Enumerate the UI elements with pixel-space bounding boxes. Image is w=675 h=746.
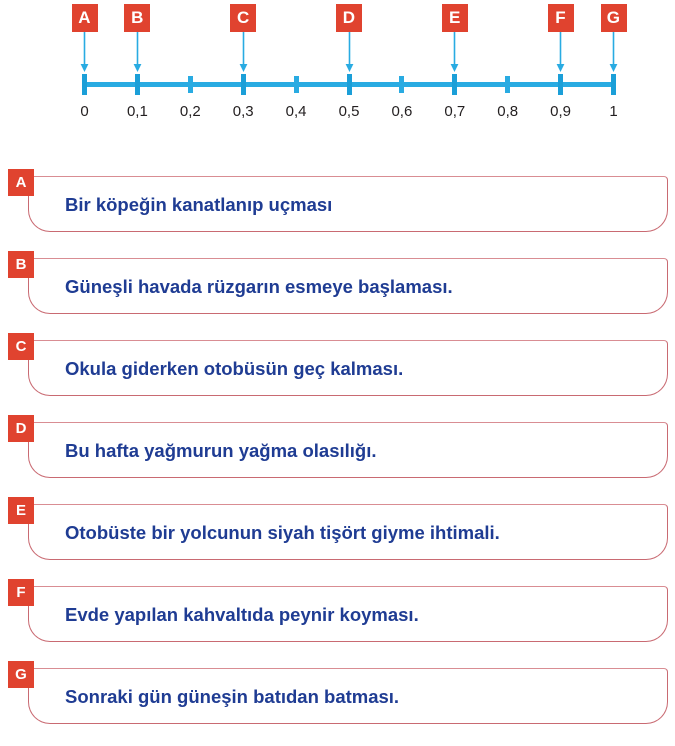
- statement-text: Otobüste bir yolcunun siyah tişört giyme ihtimali.: [65, 522, 500, 543]
- statement-text: Bir köpeğin kanatlanıp uçması: [65, 194, 333, 215]
- axis-tick-label: 0,6: [391, 103, 413, 120]
- statement-badge-c: C: [8, 333, 34, 360]
- statement-box[interactable]: [28, 258, 668, 314]
- statement-row[interactable]: [0, 573, 675, 655]
- axis-tick-label: 0,7: [444, 103, 466, 120]
- axis-tick: [241, 74, 246, 95]
- marker-arrow-d: [344, 32, 355, 72]
- statement-list: [0, 163, 675, 737]
- statement-badge-e: E: [8, 497, 34, 524]
- statement-badge-b: B: [8, 251, 34, 278]
- axis-tick-label: 0,8: [497, 103, 519, 120]
- marker-arrow-a: [79, 32, 90, 72]
- statement-badge-d: D: [8, 415, 34, 442]
- statement-badge-g: G: [8, 661, 34, 688]
- marker-arrow-c: [238, 32, 249, 72]
- axis-tick: [505, 76, 510, 93]
- axis-tick: [399, 76, 404, 93]
- axis-tick-label: 1: [609, 103, 618, 120]
- statement-box[interactable]: [28, 586, 668, 642]
- axis-tick-label: 0: [80, 103, 89, 120]
- statement-box[interactable]: [28, 176, 668, 232]
- axis-tick-label: 0,4: [285, 103, 307, 120]
- axis-tick: [135, 74, 140, 95]
- axis-tick-label: 0,9: [550, 103, 572, 120]
- axis-tick: [82, 74, 87, 95]
- axis-tick: [188, 76, 193, 93]
- marker-arrow-f: [555, 32, 566, 72]
- statement-box[interactable]: [28, 422, 668, 478]
- marker-badge-a: A: [72, 4, 98, 32]
- statement-row[interactable]: [0, 655, 675, 737]
- marker-arrow-g: [608, 32, 619, 72]
- marker-badge-c: C: [230, 4, 256, 32]
- statement-box[interactable]: [28, 504, 668, 560]
- statement-text: Evde yapılan kahvaltıda peynir koyması.: [65, 604, 419, 625]
- statement-box[interactable]: [28, 340, 668, 396]
- statement-text: Okula giderken otobüsün geç kalması.: [65, 358, 404, 379]
- marker-badge-e: E: [442, 4, 468, 32]
- marker-badge-g: G: [601, 4, 627, 32]
- axis-tick-label: 0,3: [232, 103, 254, 120]
- axis-tick: [294, 76, 299, 93]
- statement-row[interactable]: [0, 327, 675, 409]
- statement-row[interactable]: [0, 245, 675, 327]
- statement-row[interactable]: [0, 163, 675, 245]
- marker-badge-b: B: [124, 4, 150, 32]
- statement-box[interactable]: [28, 668, 668, 724]
- axis-tick: [452, 74, 457, 95]
- statement-badge-f: F: [8, 579, 34, 606]
- statement-text: Bu hafta yağmurun yağma olasılığı.: [65, 440, 377, 461]
- axis-tick: [558, 74, 563, 95]
- axis-tick-label: 0,5: [338, 103, 360, 120]
- marker-arrow-b: [132, 32, 143, 72]
- marker-badge-f: F: [548, 4, 574, 32]
- statement-text: Sonraki gün güneşin batıdan batması.: [65, 686, 400, 707]
- axis-tick: [347, 74, 352, 95]
- statement-row[interactable]: [0, 409, 675, 491]
- marker-arrow-e: [449, 32, 460, 72]
- axis-tick-label: 0,1: [126, 103, 148, 120]
- axis-tick: [611, 74, 616, 95]
- axis-tick-label: 0,2: [179, 103, 201, 120]
- probability-number-line: [0, 0, 675, 150]
- statement-badge-a: A: [8, 169, 34, 196]
- marker-badge-d: D: [336, 4, 362, 32]
- statement-text: Güneşli havada rüzgarın esmeye başlaması.: [65, 276, 453, 297]
- statement-row[interactable]: [0, 491, 675, 573]
